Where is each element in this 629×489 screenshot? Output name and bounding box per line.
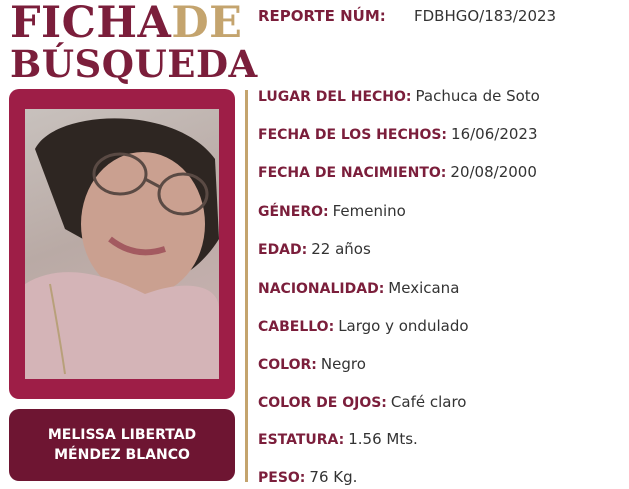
field-label: GÉNERO: <box>258 204 329 220</box>
field-label: ESTATURA: <box>258 432 345 448</box>
person-name-line2: MÉNDEZ BLANCO <box>54 447 190 463</box>
field-value: Mexicana <box>388 279 460 297</box>
field-label: FECHA DE LOS HECHOS: <box>258 127 448 143</box>
field-fecha-hechos <box>258 125 538 143</box>
field-color <box>258 355 366 373</box>
field-cabello <box>258 317 469 335</box>
field-label: PESO: <box>258 470 306 486</box>
report-number-label: REPORTE NÚM: <box>258 7 386 25</box>
person-name-box <box>9 409 235 481</box>
field-value: 16/06/2023 <box>451 125 538 143</box>
person-name-line1: MELISSA LIBERTAD <box>47 427 197 443</box>
field-label: EDAD: <box>258 242 308 258</box>
field-value: Pachuca de Soto <box>415 87 540 105</box>
field-nacionalidad <box>258 279 459 297</box>
title-busqueda: BÚSQUEDA <box>10 42 258 86</box>
field-value: Negro <box>320 355 366 373</box>
title-ficha-de <box>10 0 242 48</box>
field-value: 1.56 Mts. <box>348 430 418 448</box>
title-de: DE <box>171 0 243 48</box>
report-number-value: FDBHGO/183/2023 <box>414 7 557 25</box>
field-value: Largo y ondulado <box>338 317 469 335</box>
field-edad <box>258 240 371 258</box>
field-label: NACIONALIDAD: <box>258 281 385 297</box>
field-lugar <box>258 87 540 105</box>
field-value: 76 Kg. <box>309 468 358 486</box>
person-photo <box>25 109 219 379</box>
field-label: CABELLO: <box>258 319 335 335</box>
field-peso <box>258 468 357 486</box>
field-label: COLOR: <box>258 357 317 373</box>
field-label: LUGAR DEL HECHO: <box>258 89 412 105</box>
field-label: COLOR DE OJOS: <box>258 395 387 411</box>
field-label: FECHA DE NACIMIENTO: <box>258 165 447 181</box>
field-fecha-nacimiento <box>258 163 537 181</box>
field-value: Femenino <box>332 202 406 220</box>
divider-line <box>245 90 248 482</box>
field-estatura <box>258 430 418 448</box>
field-genero <box>258 202 406 220</box>
field-value: 22 años <box>311 240 371 258</box>
photo-frame <box>9 89 235 399</box>
field-color-ojos <box>258 393 466 411</box>
field-value: Café claro <box>390 393 467 411</box>
field-value: 20/08/2000 <box>450 163 537 181</box>
title-ficha: FICHA <box>10 0 172 48</box>
